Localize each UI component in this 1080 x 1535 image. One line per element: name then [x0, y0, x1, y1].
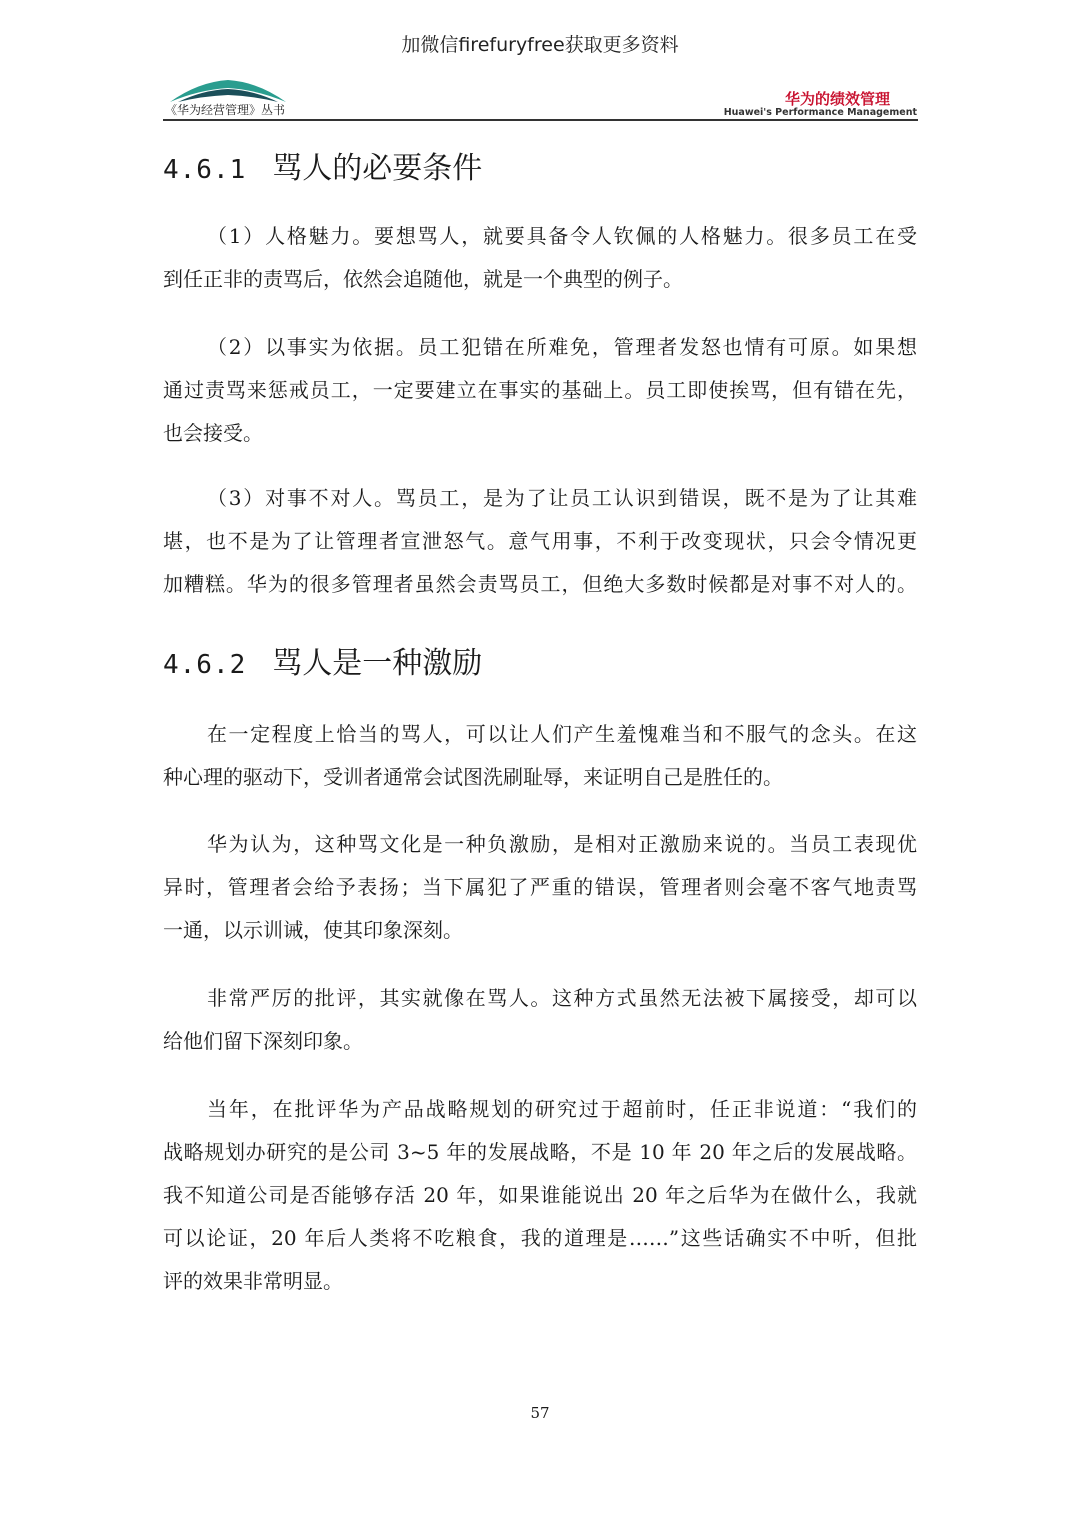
- text-line: （1）人格魅力。要想骂人，就要具备令人钦佩的人格魅力。很多员工在受: [207, 224, 917, 248]
- page-number: 57: [530, 1404, 550, 1422]
- section-title: 骂人是一种激励: [272, 646, 483, 681]
- text-line: 异时，管理者会给予表扬；当下属犯了严重的错误，管理者则会毫不客气地责骂: [163, 875, 917, 899]
- series-title: 《华为经营管理》丛书: [165, 103, 286, 117]
- text-line: 战略规划办研究的是公司 3~5 年的发展战略，不是 10 年 20 年之后的发展战略。: [163, 1140, 917, 1164]
- text-line: 我不知道公司是否能够存活 20 年，如果谁能说出 20 年之后华为在做什么，我就: [163, 1183, 917, 1207]
- brand-subtitle: Huawei's Performance Management: [723, 107, 917, 118]
- section-number: 4.6.1: [163, 155, 247, 185]
- text-line: 可以论证，20 年后人类将不吃粮食，我的道理是……”这些话确实不中听，但批: [163, 1226, 917, 1250]
- text-line: 非常严厉的批评，其实就像在骂人。这种方式虽然无法被下属接受，却可以: [207, 986, 917, 1010]
- header-divider: [163, 119, 918, 121]
- section-heading-461: [163, 143, 482, 187]
- brand-title: 华为的绩效管理: [784, 90, 890, 108]
- section-heading-462: [163, 638, 482, 682]
- text-line: 当年，在批评华为产品战略规划的研究过于超前时，任正非说道：“我们的: [207, 1097, 917, 1121]
- text-line: 到任正非的责骂后，依然会追随他，就是一个典型的例子。: [163, 267, 683, 291]
- text-line: 通过责骂来惩戒员工，一定要建立在事实的基础上。员工即使挨骂，但有错在先，: [163, 378, 917, 402]
- text-line: 华为认为，这种骂文化是一种负激励，是相对正激励来说的。当员工表现优: [207, 832, 917, 856]
- paragraph: [163, 713, 917, 799]
- text-line: 在一定程度上恰当的骂人，可以让人们产生羞愧难当和不服气的念头。在这: [207, 722, 917, 746]
- section-title: 骂人的必要条件: [272, 151, 483, 186]
- section-number: 4.6.2: [163, 650, 247, 680]
- text-line: 也会接受。: [163, 421, 263, 445]
- text-line: 评的效果非常明显。: [163, 1269, 343, 1293]
- paragraph: [163, 823, 917, 952]
- watermark-text: 加微信firefuryfree获取更多资料: [401, 34, 679, 56]
- text-line: 加糟糕。华为的很多管理者虽然会责骂员工，但绝大多数时候都是对事不对人的。: [163, 572, 917, 596]
- text-line: 给他们留下深刻印象。: [163, 1029, 363, 1053]
- paragraph: [163, 977, 917, 1063]
- text-line: 种心理的驱动下，受训者通常会试图洗刷耻辱，来证明自己是胜任的。: [163, 765, 783, 789]
- paragraph: [163, 477, 917, 606]
- mountain-logo-icon: [168, 76, 288, 104]
- text-line: 堪，也不是为了让管理者宣泄怒气。意气用事，不利于改变现状，只会令情况更: [163, 529, 917, 553]
- paragraph: [163, 1088, 917, 1303]
- text-line: 一通，以示训诫，使其印象深刻。: [163, 918, 463, 942]
- paragraph: [163, 326, 917, 455]
- text-line: （2）以事实为依据。员工犯错在所难免，管理者发怒也情有可原。如果想: [207, 335, 917, 359]
- paragraph: [163, 215, 917, 301]
- text-line: （3）对事不对人。骂员工，是为了让员工认识到错误，既不是为了让其难: [207, 486, 917, 510]
